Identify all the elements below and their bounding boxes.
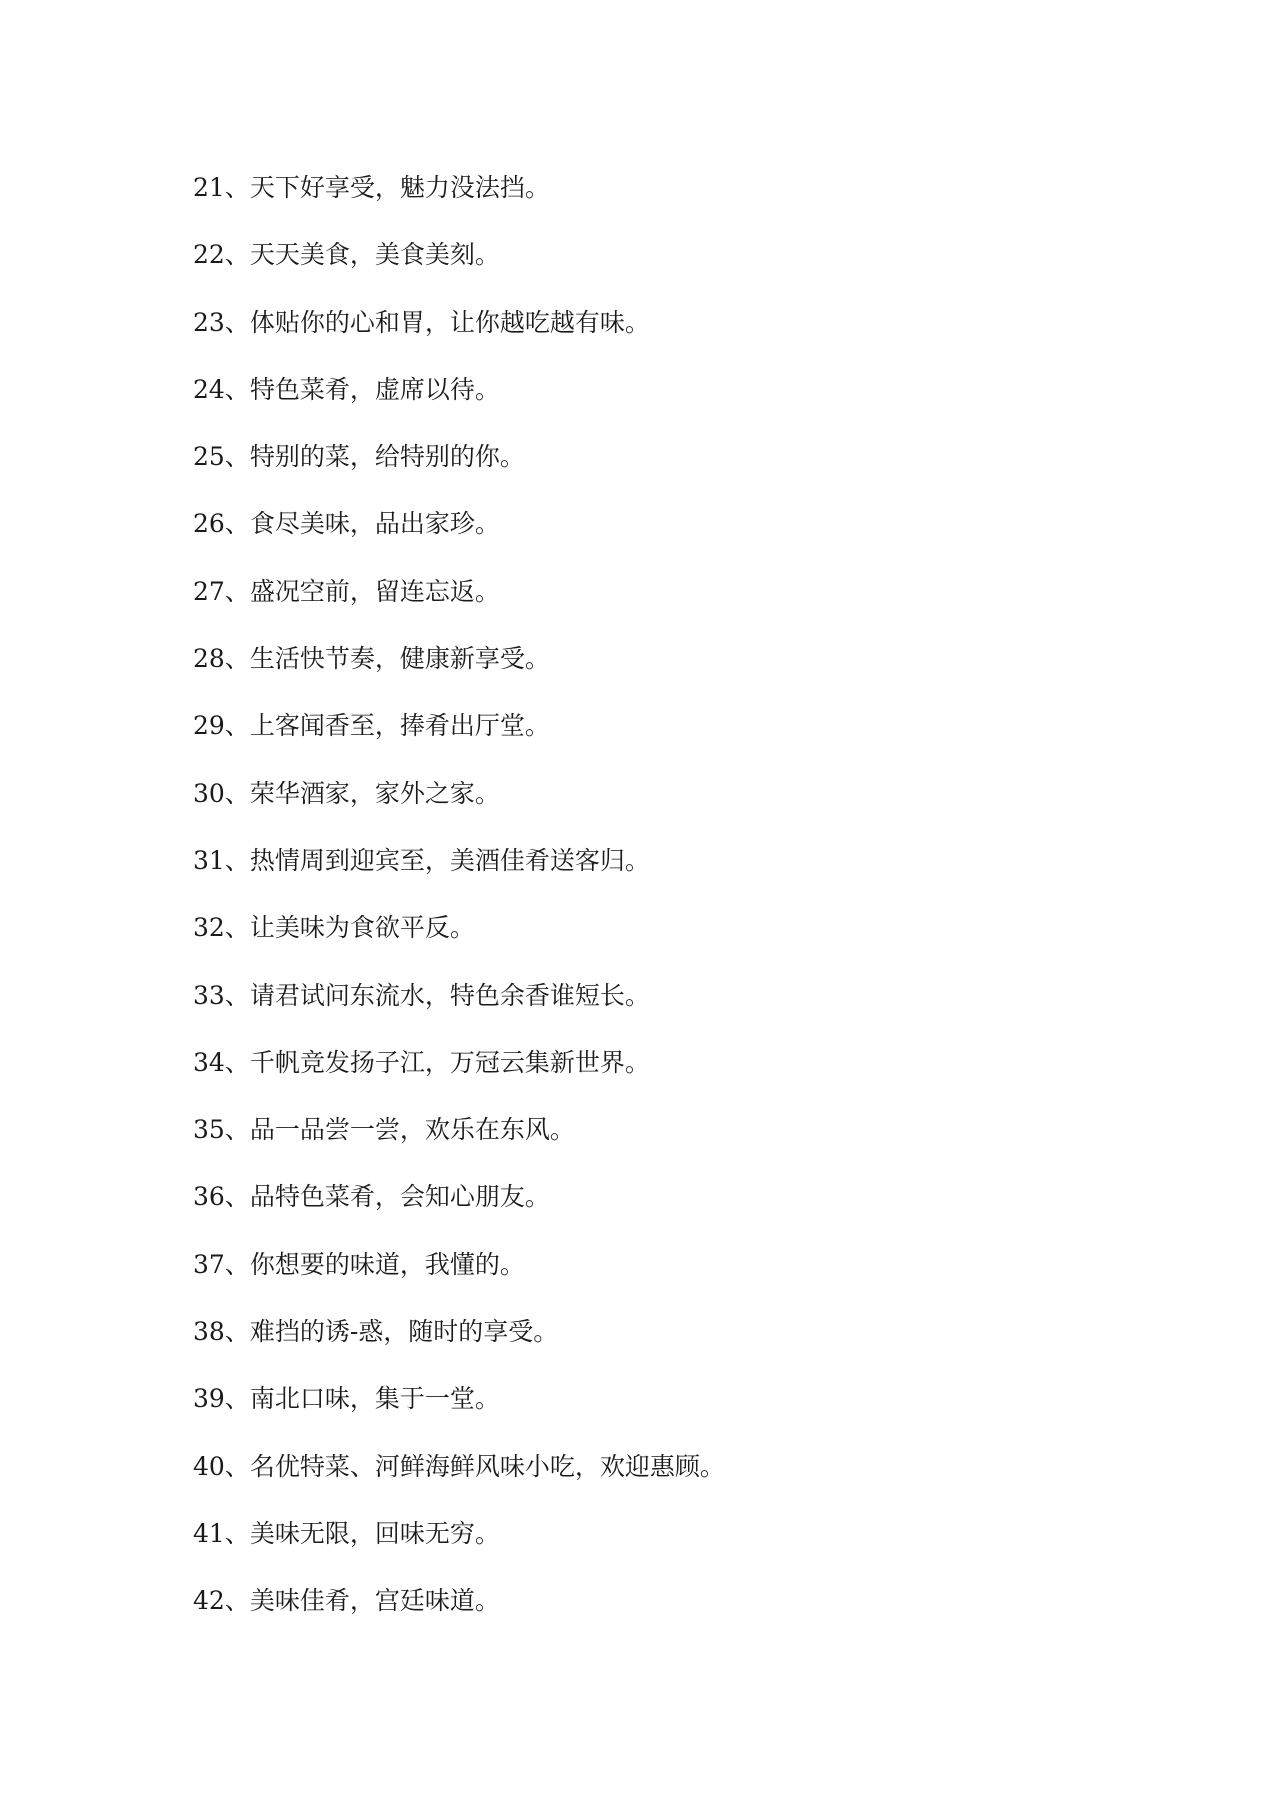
list-item	[193, 1043, 725, 1110]
item-text: 上客闻香至，捧肴出厅堂。	[249, 711, 550, 741]
item-text: 名优特菜、河鲜海鲜风味小吃，欢迎惠顾。	[249, 1451, 725, 1481]
slogan-list	[193, 168, 725, 1649]
item-number: 24、	[193, 374, 250, 404]
list-item	[193, 1312, 725, 1379]
list-item	[193, 1447, 725, 1514]
list-item	[193, 437, 725, 504]
list-item	[193, 976, 725, 1043]
item-text: 请君试问东流水，特色余香谁短长。	[249, 980, 650, 1010]
item-text: 体贴你的心和胃，让你越吃越有味。	[249, 307, 650, 337]
list-item	[193, 706, 725, 773]
list-item	[193, 303, 725, 370]
list-item	[193, 1177, 725, 1244]
list-item	[193, 370, 725, 437]
list-item	[193, 235, 725, 302]
item-number: 41、	[193, 1518, 250, 1548]
list-item	[193, 1110, 725, 1177]
item-number: 35、	[193, 1115, 250, 1145]
item-text: 特色菜肴，虚席以待。	[249, 374, 500, 404]
list-item	[193, 168, 725, 235]
list-item	[193, 841, 725, 908]
item-number: 36、	[193, 1182, 250, 1212]
item-number: 21、	[193, 173, 250, 202]
item-number: 22、	[193, 240, 250, 270]
item-text: 天下好享受，魅力没法挡。	[249, 173, 550, 202]
item-number: 34、	[193, 1047, 250, 1077]
item-text: 让美味为食欲平反。	[249, 913, 475, 943]
item-number: 39、	[193, 1384, 250, 1414]
list-item	[193, 1245, 725, 1312]
item-number: 38、	[193, 1317, 250, 1347]
item-number: 32、	[193, 913, 250, 943]
item-text: 热情周到迎宾至，美酒佳肴送客归。	[249, 845, 650, 875]
item-number: 27、	[193, 576, 250, 606]
item-number: 23、	[193, 307, 250, 337]
item-text: 天天美食，美食美刻。	[249, 240, 500, 270]
item-number: 29、	[193, 711, 250, 741]
item-number: 26、	[193, 509, 250, 539]
item-text: 品一品尝一尝，欢乐在东风。	[249, 1115, 575, 1145]
item-text: 南北口味，集于一堂。	[249, 1384, 500, 1414]
item-text: 美味无限，回味无穷。	[249, 1518, 500, 1548]
item-number: 25、	[193, 442, 250, 472]
item-number: 42、	[193, 1586, 250, 1616]
list-item	[193, 1581, 725, 1648]
item-text: 特别的菜，给特别的你。	[249, 442, 525, 472]
item-number: 30、	[193, 778, 250, 808]
item-text: 荣华酒家，家外之家。	[249, 778, 500, 808]
list-item	[193, 774, 725, 841]
item-number: 28、	[193, 644, 250, 674]
item-text: 美味佳肴，宫廷味道。	[249, 1586, 500, 1616]
item-text: 生活快节奏，健康新享受。	[249, 644, 550, 674]
list-item	[193, 572, 725, 639]
item-number: 40、	[193, 1451, 250, 1481]
list-item	[193, 1379, 725, 1446]
item-number: 31、	[193, 845, 250, 875]
item-number: 37、	[193, 1249, 250, 1279]
item-text: 食尽美味，品出家珍。	[249, 509, 500, 539]
list-item	[193, 504, 725, 571]
list-item	[193, 639, 725, 706]
item-text: 品特色菜肴，会知心朋友。	[249, 1182, 550, 1212]
list-item	[193, 908, 725, 975]
item-number: 33、	[193, 980, 250, 1010]
list-item	[193, 1514, 725, 1581]
item-text: 你想要的味道，我懂的。	[249, 1249, 525, 1279]
item-text: 盛况空前，留连忘返。	[249, 576, 500, 606]
item-text: 千帆竞发扬子江，万冠云集新世界。	[249, 1047, 650, 1077]
item-text: 难挡的诱-惑，随时的享受。	[249, 1317, 559, 1347]
